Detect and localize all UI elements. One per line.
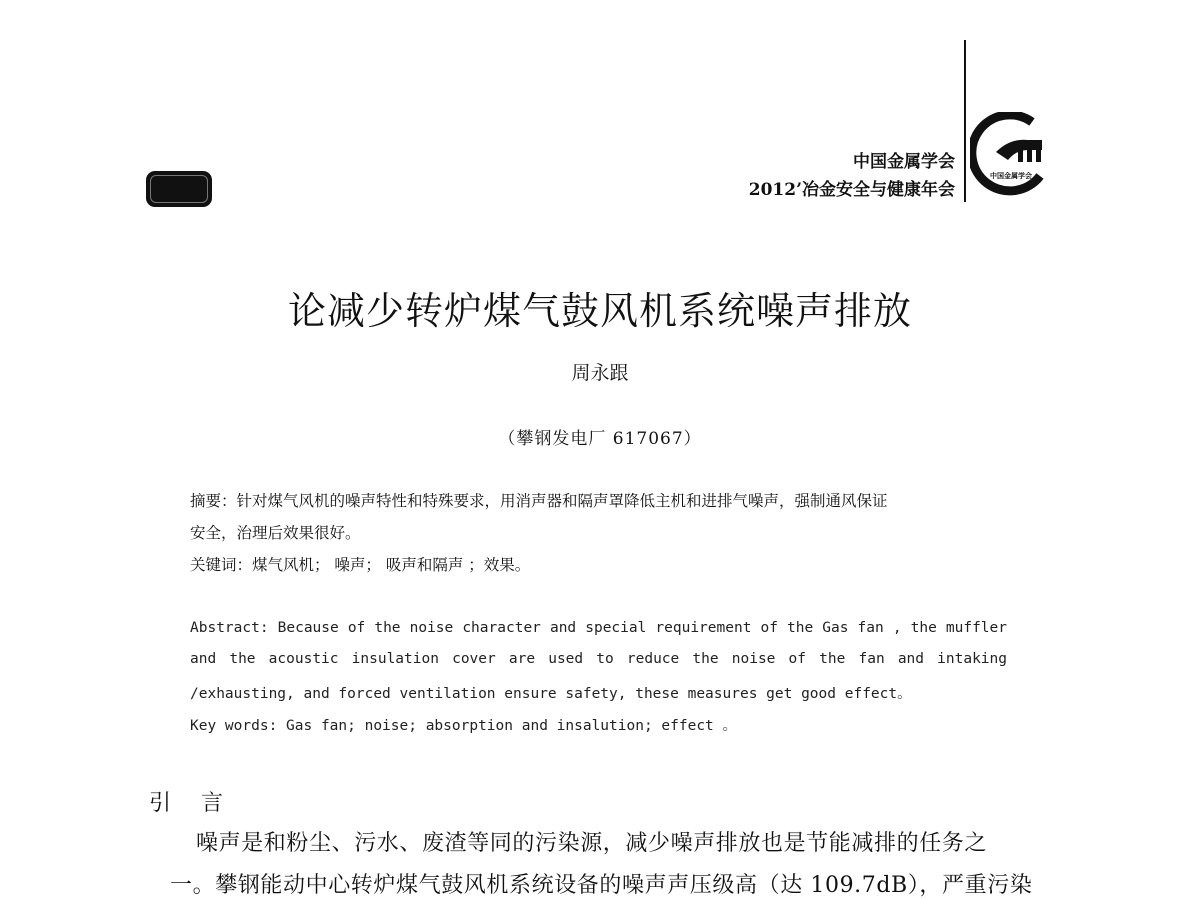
- keywords-en: Key words: Gas fan; noise; absorption and insalution; effect 。: [190, 718, 738, 734]
- header-divider: [964, 40, 966, 202]
- abstract-cn-line: 摘要：针对煤气风机的噪声特性和特殊要求，用消声器和隔声罩降低主机和进排气噪声，强制通风保证: [190, 492, 888, 510]
- abstract-cn-line: 安全，治理后效果很好。: [190, 524, 361, 542]
- body-text-line: 噪声是和粉尘、污水、废渣等同的污染源，减少噪声排放也是节能减排的任务之: [196, 831, 988, 856]
- black-badge: [147, 172, 211, 206]
- affiliation: （攀钢发电厂 617067）: [498, 429, 702, 449]
- abstract-en-line: Abstract: Because of the noise character and special requirement of the Gas fan , the muffler: [190, 620, 1007, 636]
- keywords-cn: 关键词：煤气风机； 噪声； 吸声和隔声 ；效果。: [190, 556, 531, 574]
- society-logo-icon: [970, 112, 1054, 198]
- abstract-en-line: /exhausting, and forced ventilation ensure safety, these measures get good effect。: [190, 686, 912, 702]
- author: 周永跟: [571, 362, 629, 384]
- section-heading-char: 言: [201, 791, 224, 816]
- conference-name: 2012’冶金安全与健康年会: [748, 180, 955, 200]
- abstract-en-line: and the acoustic insulation cover are used to reduce the noise of the fan and intaking: [190, 651, 1007, 667]
- paper-title: 论减少转炉煤气鼓风机系统噪声排放: [287, 289, 912, 333]
- section-heading-char: 引: [149, 791, 172, 816]
- logo-lettering: 中国金属学会: [990, 172, 1032, 180]
- section-heading: [149, 786, 253, 817]
- conference-header: [700, 148, 955, 204]
- body-text-line: 一。攀钢能动中心转炉煤气鼓风机系统设备的噪声声压级高（达 109.7dB），严重污染: [170, 873, 1033, 898]
- org-name: 中国金属学会: [853, 152, 955, 172]
